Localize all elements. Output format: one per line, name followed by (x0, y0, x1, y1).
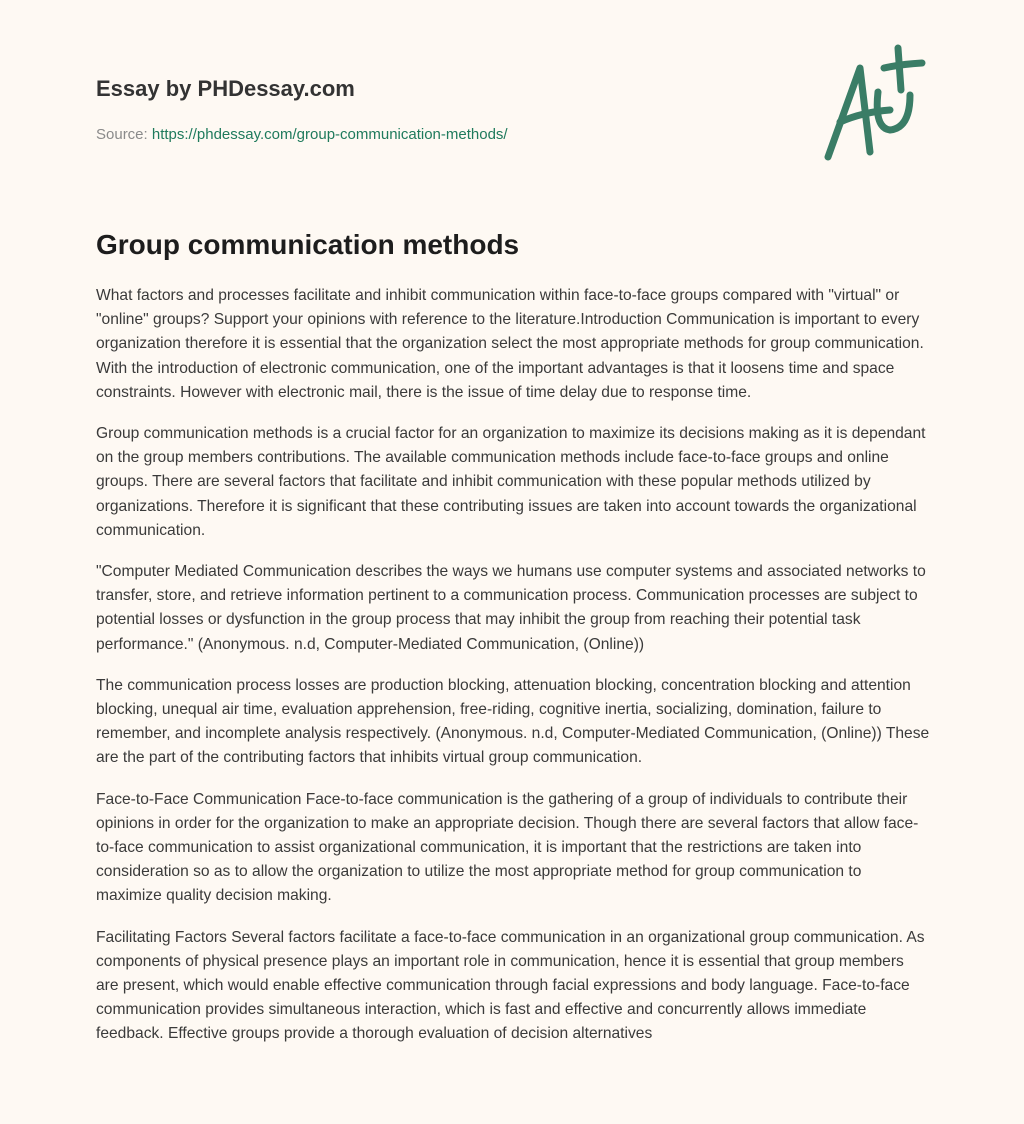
source-link[interactable]: https://phdessay.com/group-communication-methods/ (151, 126, 508, 143)
source-label: Source: (96, 126, 148, 143)
paragraph: "Computer Mediated Communication describes the ways we humans use computer systems and associated networks to transfer, store, and retrieve information pertinent to a communication process. Communication processes are subject to potential losses or dysfunction in the group process that may inhibit the group from reaching their potential task performance." (Anonymous. n.d, Computer-Mediated Communication, (Online)) (96, 563, 926, 653)
essay-content (96, 226, 930, 1064)
paragraph: What factors and processes facilitate and inhibit communication within face-to-face groups compared with "virtual" or "online" groups? Support your opinions with reference to the literature.Introduction Communication is important to every organization therefore it is essential that the organization select the most appropriate methods for group communication. With the introduction of electronic communication, one of the important advantages is that it loosens time and space constraints. However with electronic mail, there is the issue of time delay due to response time. (96, 287, 924, 401)
brand-title: Essay by PHDessay.com (96, 76, 355, 101)
essay-header (96, 76, 508, 143)
paragraph: Group communication methods is a crucial factor for an organization to maximize its decisions making as it is dependant on the group members contributions. The available communication methods include face-to-face groups and online groups. There are several factors that facilitate and inhibit communication with these popular methods utilized by organizations. Therefore it is significant that these contributing issues are taken into account towards the organizational communication. (96, 425, 926, 539)
a-plus-logo-icon (818, 40, 928, 165)
page-title: Group communication methods (96, 229, 520, 260)
source-line (96, 126, 508, 143)
paragraph: Face-to-Face Communication Face-to-face communication is the gathering of a group of individuals to contribute their opinions in order for the organization to make an appropriate decision. Though there are several factors that allow face-to-face communication to assist organizational communication, it is important that the restrictions are taken into consideration so as to allow the organization to utilize the most appropriate method for group communication to maximize quality decision making. (96, 790, 919, 905)
paragraph: The communication process losses are production blocking, attenuation blocking, concentration blocking and attention blocking, unequal air time, evaluation apprehension, free-riding, cognitive inertia, socializing, domination, failure to remember, and incomplete analysis respectively. (Anonymous. n.d, Computer-Mediated Communication, (Online)) These are the part of the contributing factors that inhibits virtual group communication. (96, 676, 930, 767)
paragraph: Facilitating Factors Several factors facilitate a face-to-face communication in an organizational group communication. As components of physical presence plays an important role in communication, hence it is essential that group members are present, which would enable effective communication through facial expressions and body language. Face-to-face communication provides simultaneous interaction, which is fast and effective and concurrently allows immediate feedback. Effective groups provide a thorough evaluation of decision alternatives (96, 928, 925, 1043)
